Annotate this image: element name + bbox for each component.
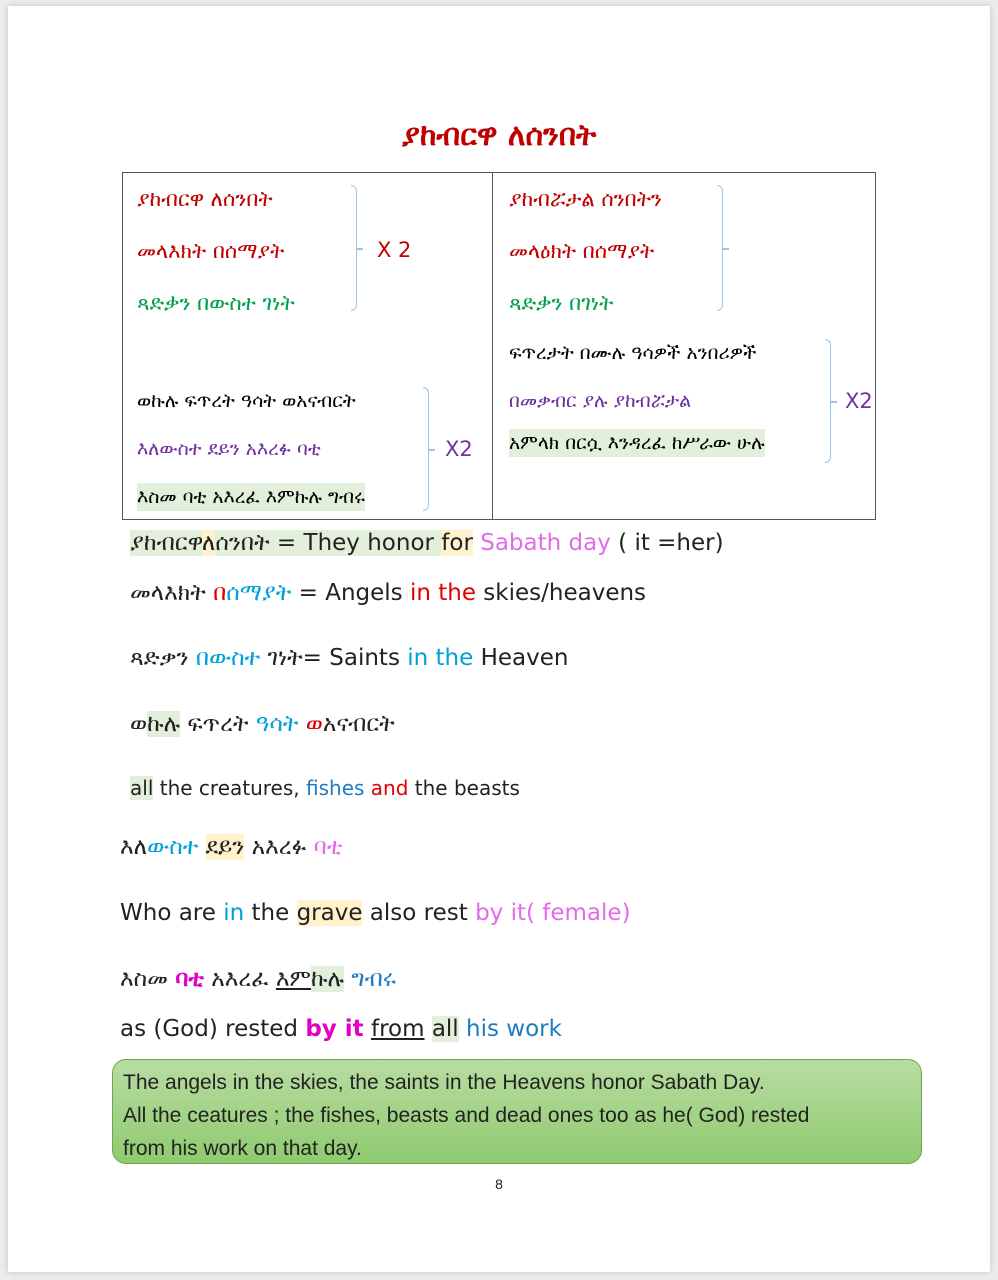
gloss-3-d: in the bbox=[407, 645, 474, 671]
left-top-line-3: ጻድቃን በውስተ ገነት bbox=[137, 291, 295, 315]
gloss-5-e: and bbox=[370, 776, 409, 800]
hymn-table bbox=[122, 172, 876, 520]
gloss-4-e bbox=[298, 711, 305, 737]
gloss-4-d: ዓሳት bbox=[255, 711, 299, 737]
right-bottom-line-3: አምላክ በርሷ እንዳረፈ ከሥራው ሁሉ bbox=[509, 429, 765, 457]
right-top-line-3: ጻድቃን በገነት bbox=[509, 291, 614, 315]
document-page bbox=[8, 6, 990, 1272]
summary-line-1: The angels in the skies, the saints in the Heavens honor Sabath Day. bbox=[123, 1071, 765, 1094]
gloss-line-7 bbox=[120, 898, 631, 928]
gloss-9-a: as (God) rested bbox=[120, 1016, 306, 1042]
gloss-6-d: ደይን bbox=[205, 834, 245, 860]
left-bottom-repeat-mark: X2 bbox=[445, 437, 473, 461]
right-bottom-repeat-mark: X2 bbox=[845, 389, 873, 413]
right-top-line-2: መላዕክት በሰማያት bbox=[509, 239, 655, 263]
left-bottom-brace bbox=[423, 387, 429, 511]
gloss-7-f: by it( female) bbox=[475, 900, 631, 926]
gloss-5-b: the creatures, bbox=[153, 776, 306, 800]
gloss-4-a: ወ bbox=[130, 711, 148, 737]
left-top-line-2: መላእክት በሰማያት bbox=[137, 239, 285, 263]
left-bottom-line-3: እስመ ባቲ አእረፈ እምኩሉ ግብሩ bbox=[137, 483, 365, 511]
gloss-8-c: አእረፈ bbox=[203, 966, 276, 992]
gloss-9-b: by it bbox=[305, 1016, 364, 1042]
gloss-line-2 bbox=[130, 578, 646, 608]
gloss-8-d: እም bbox=[275, 966, 312, 992]
gloss-line-4 bbox=[130, 709, 395, 739]
summary-line-3: from his work on that day. bbox=[123, 1137, 362, 1160]
gloss-4-b: ኩሉ bbox=[147, 711, 181, 737]
gloss-4-g: አናብርት bbox=[322, 711, 395, 737]
gloss-8-a: እስመ bbox=[120, 966, 176, 992]
gloss-1-e: for bbox=[441, 530, 473, 556]
summary-line-2: All the ceatures ; the fishes, beasts and dead ones too as he( God) rested bbox=[123, 1104, 810, 1127]
gloss-5-c: fishes bbox=[306, 776, 365, 800]
gloss-3-a: ጻድቃን bbox=[130, 645, 196, 671]
gloss-8-b: ባቲ bbox=[175, 966, 204, 992]
left-bottom-line-2: እለውስተ ደይን አእረፉ ባቲ bbox=[137, 438, 321, 460]
summary-box bbox=[112, 1059, 922, 1164]
left-top-brace bbox=[351, 185, 357, 311]
gloss-9-g bbox=[459, 1016, 466, 1042]
gloss-1-c: ሰንበት bbox=[215, 530, 270, 556]
gloss-2-d: = Angels bbox=[291, 580, 410, 606]
gloss-7-c: the bbox=[244, 900, 297, 926]
gloss-1-d: = They honor bbox=[269, 530, 442, 556]
right-bottom-line-1: ፍጥረታት በሙሉ ዓሳዎች አንበሪዎች bbox=[509, 342, 757, 364]
gloss-2-b: በ bbox=[213, 580, 227, 606]
right-bottom-line-2: በመቃብር ያሉ ያከብሯታል bbox=[509, 390, 692, 412]
gloss-line-5 bbox=[130, 773, 520, 803]
gloss-8-g: ግብሩ bbox=[351, 966, 396, 992]
gloss-3-e: Heaven bbox=[473, 645, 569, 671]
gloss-9-d: from bbox=[370, 1016, 425, 1042]
gloss-2-f: skies/heavens bbox=[476, 580, 647, 606]
gloss-line-9 bbox=[120, 1014, 562, 1044]
gloss-9-c bbox=[364, 1016, 371, 1042]
gloss-7-e: also rest bbox=[362, 900, 476, 926]
gloss-6-e: አእረፉ bbox=[244, 834, 314, 860]
gloss-2-c: ሰማያት bbox=[226, 580, 292, 606]
gloss-1-a: ያከብርዋ bbox=[130, 530, 202, 556]
gloss-3-b: በውስተ bbox=[195, 645, 261, 671]
gloss-1-b: ለ bbox=[201, 530, 216, 556]
left-bottom-line-1: ወኩሉ ፍጥረት ዓሳት ወአናብርት bbox=[137, 390, 356, 412]
gloss-6-b: ውስተ bbox=[147, 834, 199, 860]
table-divider bbox=[492, 173, 493, 519]
left-top-line-1: ያከብርዋ ለሰንበት bbox=[137, 187, 273, 211]
right-bottom-brace bbox=[825, 339, 831, 463]
gloss-4-c: ፍጥረት bbox=[180, 711, 256, 737]
gloss-2-a: መላእክት bbox=[130, 580, 214, 606]
gloss-6-c bbox=[198, 834, 205, 860]
gloss-6-f: ባቲ bbox=[313, 834, 343, 860]
gloss-2-e: in the bbox=[409, 580, 476, 606]
gloss-7-d: grave bbox=[296, 900, 363, 926]
gloss-9-f: all bbox=[431, 1016, 459, 1042]
gloss-3-c: ገነት= Saints bbox=[260, 645, 408, 671]
right-top-brace bbox=[717, 185, 723, 311]
gloss-1-g: ( it =her) bbox=[610, 530, 724, 556]
gloss-line-1 bbox=[130, 528, 724, 558]
gloss-line-8 bbox=[120, 964, 396, 994]
gloss-5-f: the beasts bbox=[408, 776, 520, 800]
page-title: ያከብርዋ ለሰንበት bbox=[401, 118, 597, 153]
gloss-7-a: Who are bbox=[120, 900, 224, 926]
right-top-line-1: ያከብሯታል ሰንበትን bbox=[509, 187, 662, 211]
gloss-7-b: in bbox=[223, 900, 245, 926]
gloss-8-e: ኩሉ bbox=[311, 966, 344, 992]
gloss-line-3 bbox=[130, 643, 568, 673]
gloss-line-6 bbox=[120, 832, 342, 862]
page-number: 8 bbox=[495, 1176, 503, 1192]
gloss-1-f: Sabath day bbox=[472, 530, 611, 556]
gloss-9-h: his work bbox=[466, 1016, 562, 1042]
gloss-5-a: all bbox=[130, 776, 154, 800]
gloss-4-f: ወ bbox=[305, 711, 323, 737]
left-top-repeat-mark: X 2 bbox=[377, 238, 412, 262]
gloss-9-e bbox=[425, 1016, 432, 1042]
gloss-6-a: እለ bbox=[120, 834, 148, 860]
